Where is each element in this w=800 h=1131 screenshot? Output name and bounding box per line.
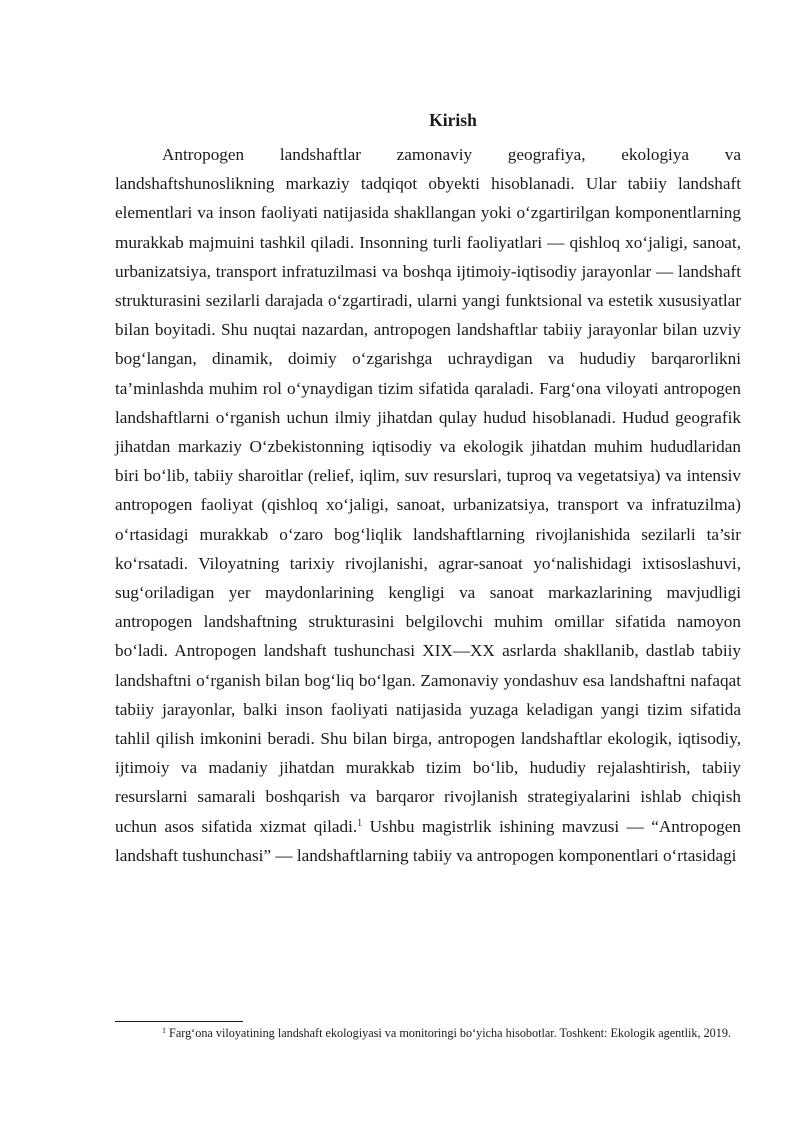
- page-title: Kirish: [429, 110, 477, 130]
- footnote-separator: [115, 1021, 243, 1022]
- footnote-reference[interactable]: 1: [357, 817, 363, 829]
- footnote-number: 1: [162, 1026, 166, 1035]
- body-paragraph: [115, 140, 741, 870]
- paragraph-text: Antropogen landshaftlar zamonaviy geografiya, ekologiya va landshaftshunoslikning markaziy tadqiqot obyekti hisoblanadi. Ular tabiiy landshaft elementlari va inson faoliyati natijasida shakllangan yoki o‘zgartirilgan komponentlarning murakkab majmuini tashkil qiladi. Insonning turli faoliyatlari — qishloq xo‘jaligi, sanoat, urbanizatsiya, transport infratuzilmasi va boshqa ijtimoiy-iqtisodiy jarayonlar — landshaft strukturasini sezilarli darajada o‘zgartiradi, ularni yangi funktsional va estetik xususiyatlar bilan boyitadi. Shu nuqtai nazardan, antropogen landshaftlar tabiiy jarayonlar bilan uzviy bog‘langan, dinamik, doimiy o‘zgarishga uchraydigan va hududiy barqarorlikni ta’minlashda muhim rol o‘ynaydigan tizim sifatida qaraladi. Farg‘ona viloyati antropogen landshaftlarni o‘rganish uchun ilmiy jihatdan qulay hudud hisoblanadi. Hudud geografik jihatdan markaziy O‘zbekistonning iqtisodiy va ekologik jihatdan muhim hududlaridan biri bo‘lib, tabiiy sharoitlar (relief, iqlim, suv resurslari, tuproq va vegetatsiya) va intensiv antropogen faoliyat (qishloq xo‘jaligi, sanoat, urbanizatsiya, transport va infratuzilma) o‘rtasidagi murakkab o‘zaro bog‘liqlik landshaftlarning rivojlanishida sezilarli ta’sir ko‘rsatadi. Viloyatning tarixiy rivojlanishi, agrar-sanoat yo‘nalishidagi ixtisoslashuvi, sug‘oriladigan yer maydonlarining kengligi va sanoat markazlarining mavjudligi antropogen landshaftning strukturasini belgilovchi muhim omillar sifatida namoyon bo‘ladi. Antropogen landshaft tushunchasi XIX—XX asrlarda shakllanib, dastlab tabiiy landshaftni o‘rganish bilan bog‘liq bo‘lgan. Zamonaviy yondashuv esa landshaftni nafaqat tabiiy jarayonlar, balki inson faoliyati natijasida yuzaga keladigan yangi tizim sifatida tahlil qilish imkonini beradi. Shu bilan birga, antropogen landshaftlar ekologik, iqtisodiy, ijtimoiy va madaniy jihatdan murakkab tizim bo‘lib, hududiy rejalashtirish, tabiiy resurslarni samarali boshqarish va barqaror rivojlanish strategiyalarini ishlab chiqish uchun asos sifatida xizmat qiladi.: [115, 145, 741, 836]
- footnote: [115, 1024, 741, 1042]
- footnote-text: Farg‘ona viloyatining landshaft ekologiyasi va monitoringi bo‘yicha hisobotlar. Toshkent: Ekologik agentlik, 2019.: [166, 1026, 731, 1040]
- paragraph-text-continued: Ushbu magistrlik ishining mavzusi — “Antropogen landshaft tushunchasi” — landshaftlarning tabiiy va antropogen komponentlari o‘rtasidagi: [115, 816, 741, 865]
